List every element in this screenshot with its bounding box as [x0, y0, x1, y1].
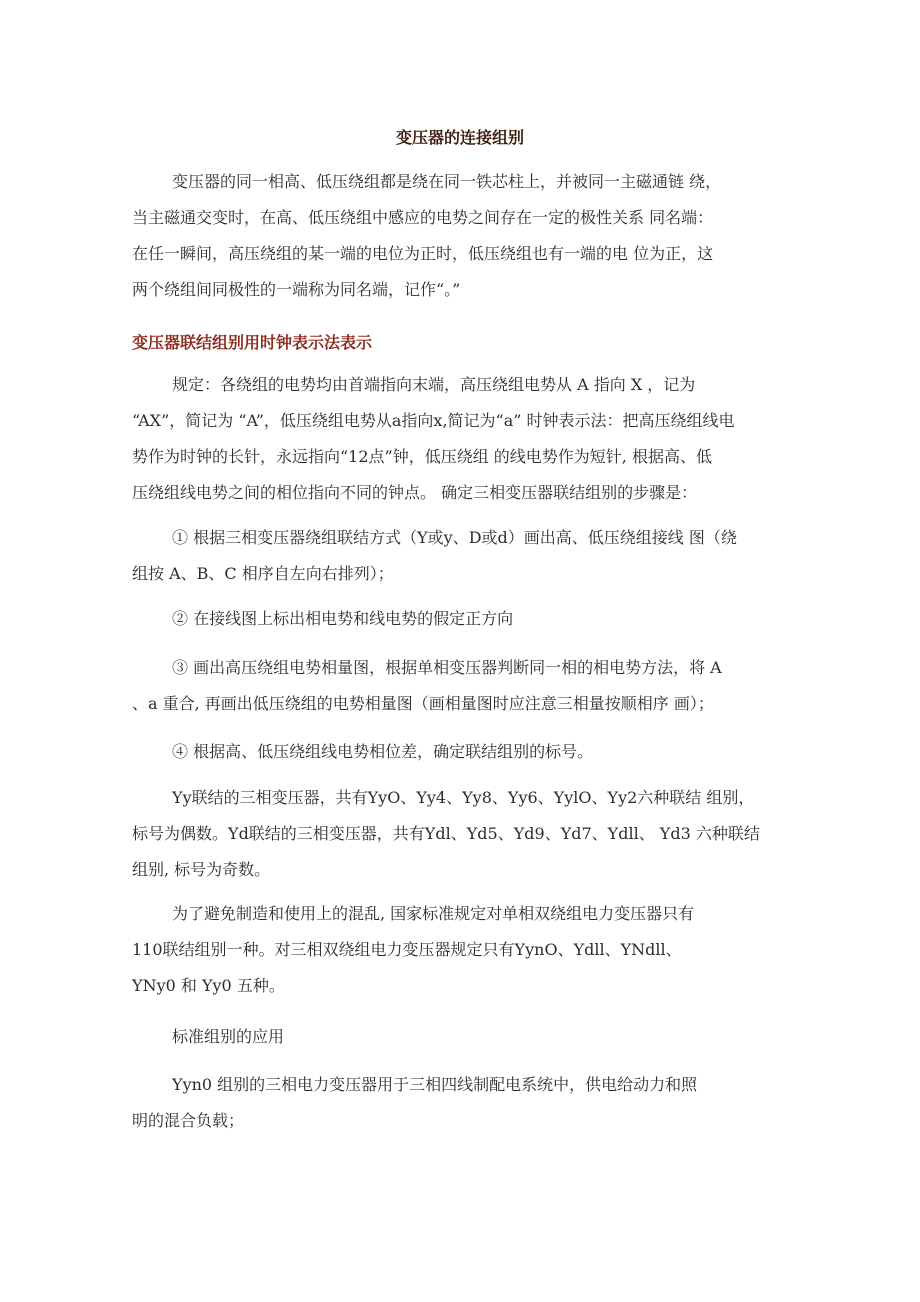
document-title: 变压器的连接组别 [395, 128, 524, 147]
standard-paragraph [132, 896, 792, 1004]
step-line: ② 在接线图上标出相电势和线电势的假定正方向 [172, 609, 514, 628]
standard-line: YNy0 和 Yy0 五种。 [132, 976, 285, 995]
intro-line: 两个绕组间同极性的一端称为同名端，记作“。” [132, 280, 461, 299]
yyn0-line: 明的混合负载； [132, 1111, 245, 1130]
step-line: 组按 A、B、C 相序自左向右排列）； [132, 564, 394, 583]
yyn0-paragraph [132, 1067, 792, 1139]
intro-paragraph [132, 164, 792, 308]
yy-paragraph [132, 780, 792, 888]
step-4 [132, 734, 792, 770]
intro-line: 变压器的同一相高、低压绕组都是绕在同一铁芯柱上，并被同一主磁通链 绕， [172, 172, 722, 191]
standard-line: 为了避免制造和使用上的混乱, 国家标准规定对单相双绕组电力变压器只有 [172, 904, 695, 923]
section-heading: 变压器联结组别用时钟表示法表示 [132, 333, 373, 352]
step-line: 、a 重合, 再画出低压绕组的电势相量图（画相量图时应注意三相量按顺相序 画）； [132, 694, 714, 713]
intro-line: 当主磁通交变时，在高、低压绕组中感应的电势之间存在一定的极性关系 同名端： [132, 208, 714, 227]
rule-line: “AX”，简记为 “A”，低压绕组电势从a指向x,简记为“a” 时钟表示法：把高压绕组线电 [132, 411, 735, 430]
step-line: ③ 画出高压绕组电势相量图，根据单相变压器判断同一相的相电势方法，将 A [172, 658, 722, 677]
step-3 [132, 650, 792, 722]
yyn0-line: Yyn0 组别的三相电力变压器用于三相四线制配电系统中，供电给动力和照 [172, 1075, 698, 1094]
step-1 [132, 520, 792, 592]
intro-line: 在任一瞬间，高压绕组的某一端的电位为正时，低压绕组也有一端的电 位为正，这 [132, 244, 714, 263]
step-line: ① 根据三相变压器绕组联结方式（Y或y、D或d）画出高、低压绕组接线 图（绕 [172, 528, 737, 547]
rule-line: 压绕组线电势之间的相位指向不同的钟点。 确定三相变压器联结组别的步骤是： [132, 483, 698, 502]
application-heading [132, 1019, 792, 1055]
yy-line: 标号为偶数。Yd联结的三相变压器，共有Ydl、Yd5、Yd9、Yd7、Ydll、 Yd3 六种联结 [132, 824, 760, 843]
application-heading-text: 标准组别的应用 [172, 1027, 285, 1046]
rule-line: 势作为时钟的长针，永远指向“12点”钟，低压绕组 的线电势作为短针, 根据高、低 [132, 447, 712, 466]
rule-paragraph [132, 367, 792, 511]
yy-line: 组别, 标号为奇数。 [132, 860, 271, 879]
step-2 [132, 601, 792, 637]
yy-line: Yy联结的三相变压器，共有YyO、Yy4、Yy8、Yy6、YylO、Yy2六种联结 组别， [172, 788, 755, 807]
standard-line: 110联结组别一种。对三相双绕组电力变压器规定只有YynO、Ydll、YNdll、 [132, 940, 682, 959]
step-line: ④ 根据高、低压绕组线电势相位差，确定联结组别的标号。 [172, 742, 594, 761]
rule-line: 规定：各绕组的电势均由首端指向末端，高压绕组电势从 A 指向 X ，记为 [172, 375, 696, 394]
